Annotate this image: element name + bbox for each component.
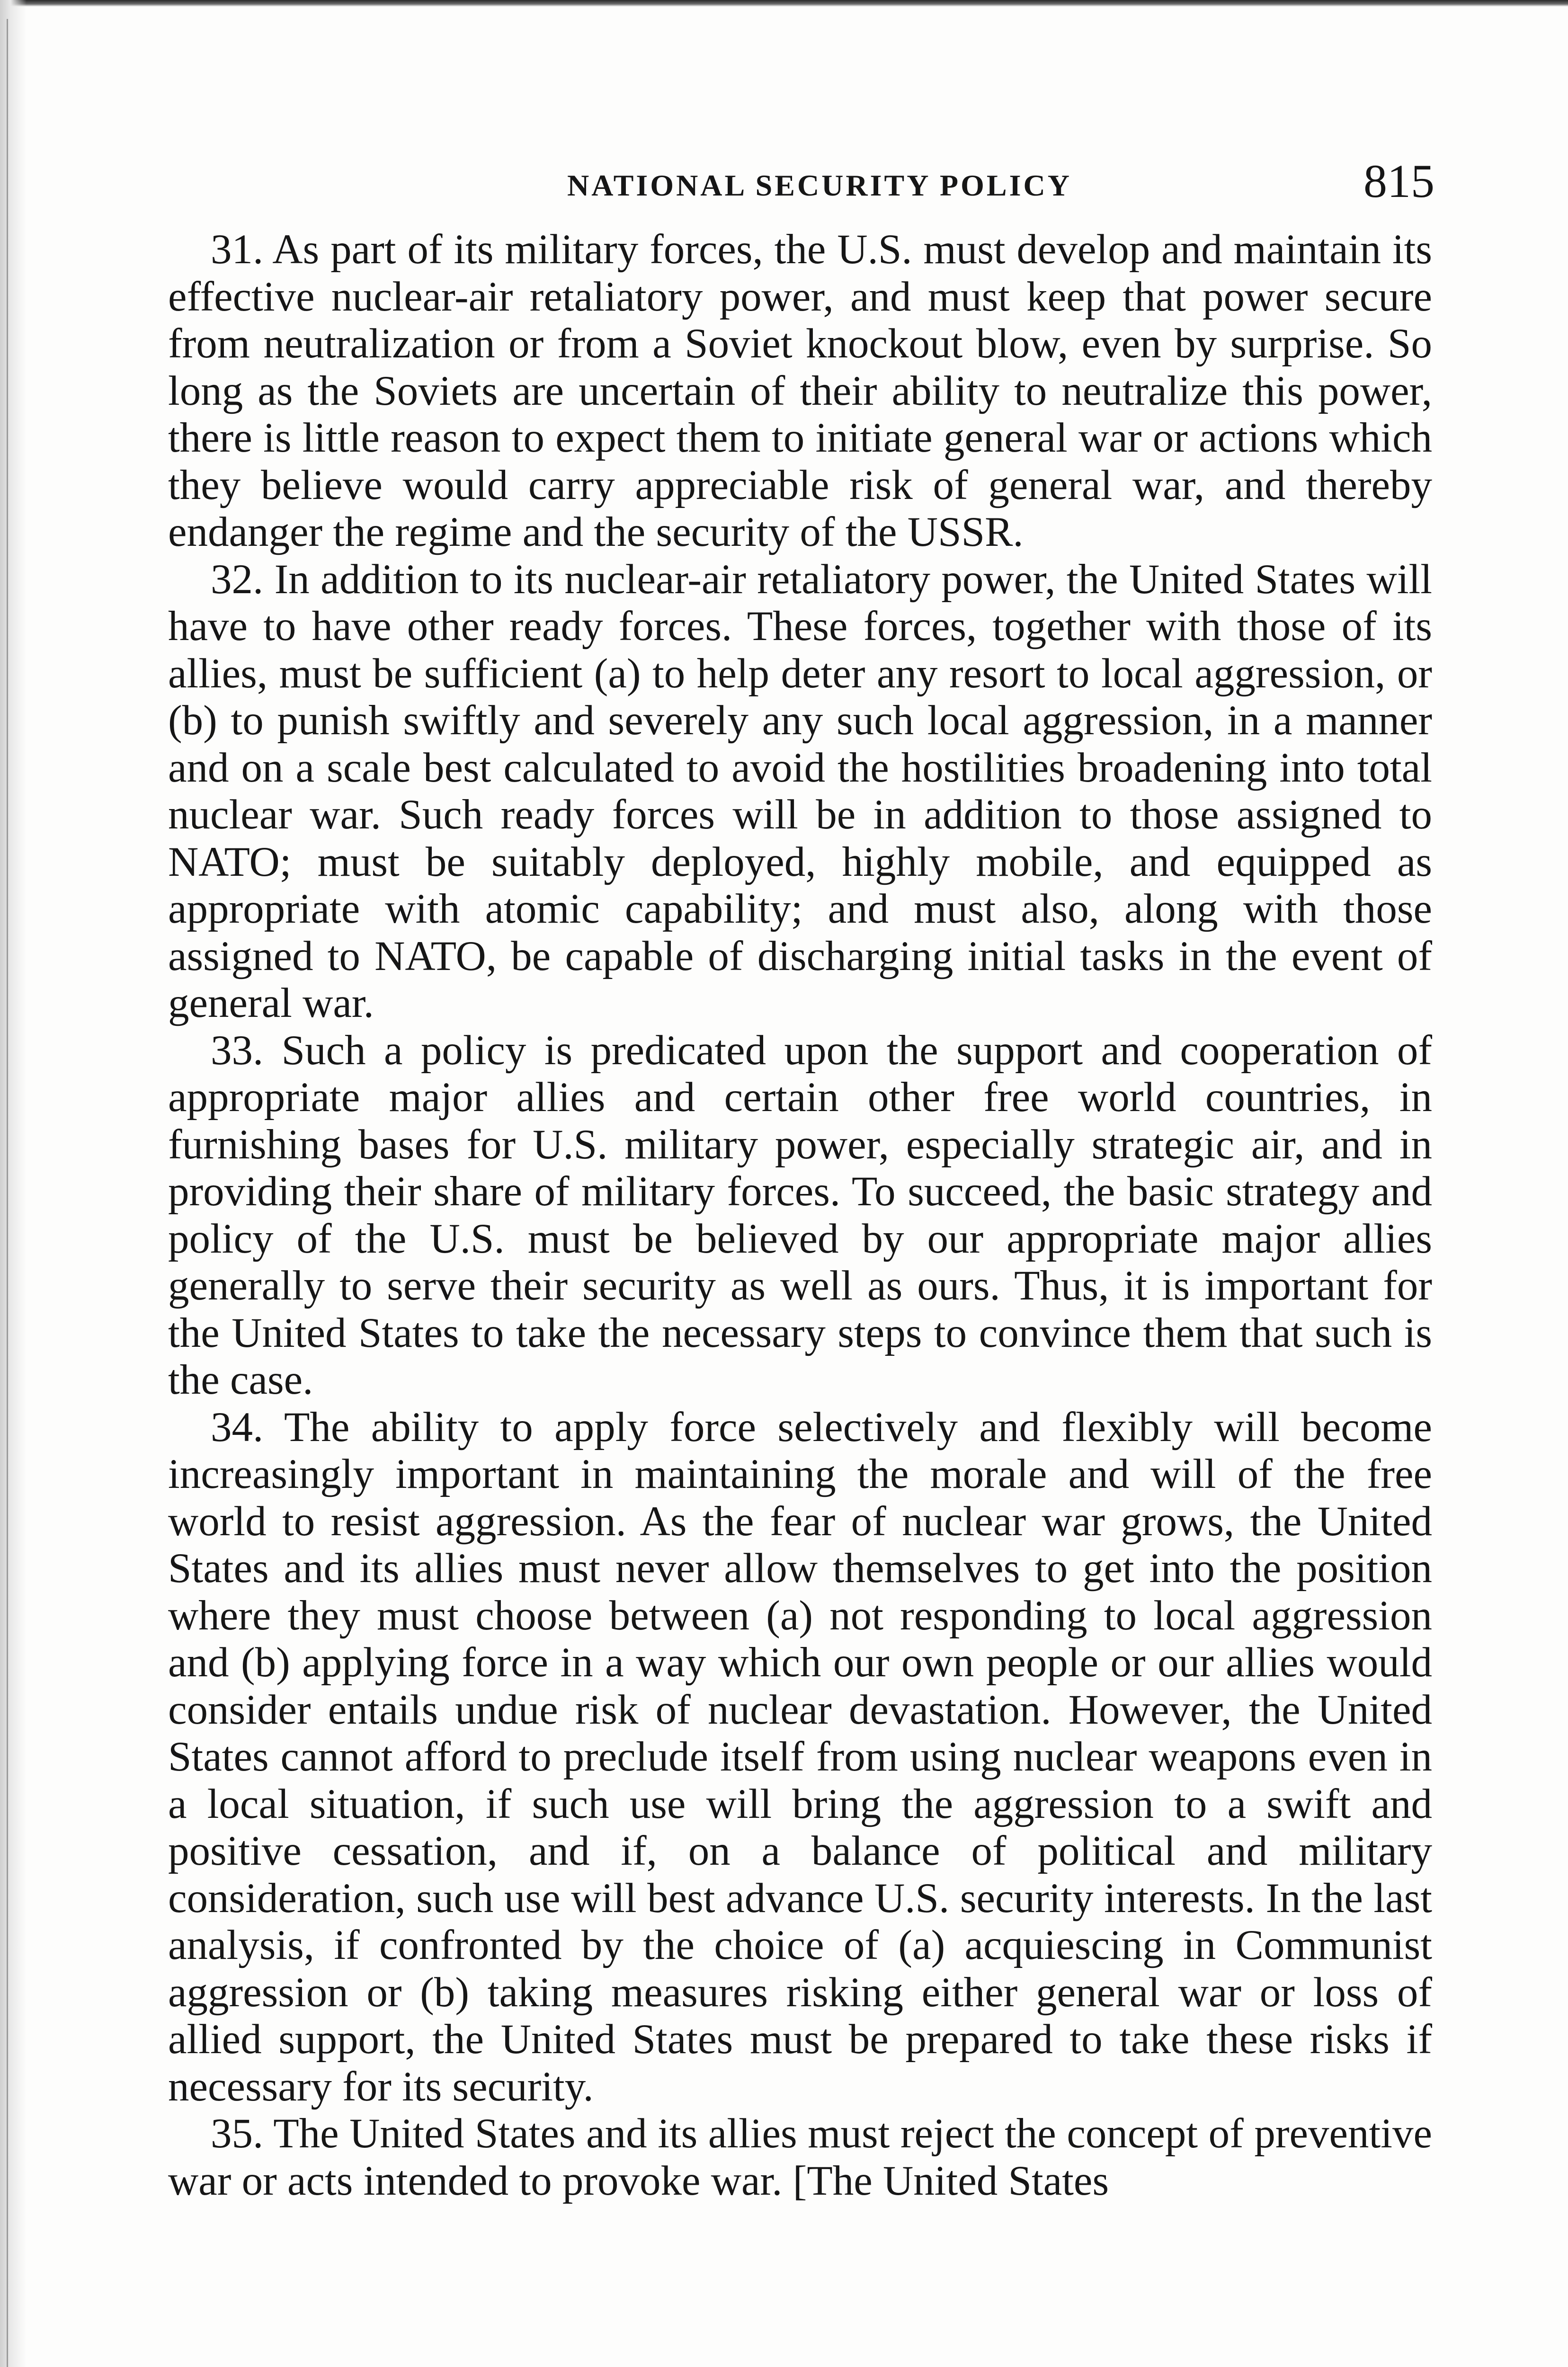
paragraph-32: 32. In addition to its nuclear-air retaliatory power, the United States will have to have other ready forces. These forces, together with those of its allies, must be sufficient (a) to help deter any resort to local aggression, or (b) to punish swiftly and severely any such local aggression, in a manner and on a scale best calculated to avoid the hostilities broadening into total nuclear war. Such ready forces will be in addition to those assigned to NATO; must be suitably deployed, highly mobile, and equipped as appropriate with atomic capability; and must also, along with those assigned to NATO, be capable of discharging initial tasks in the event of general war.: [168, 556, 1432, 1026]
paragraph-33: 33. Such a policy is predicated upon the support and cooperation of appropriate major allies and certain other free world countries, in furnishing bases for U.S. military power, especially strategic air, and in providing their share of military forces. To succeed, the basic strategy and policy of the U.S. must be believed by our appropriate major allies generally to serve their security as well as ours. Thus, it is important for the United States to take the necessary steps to convince them that such is the case.: [168, 1027, 1432, 1403]
paragraph-35: 35. The United States and its allies must reject the concept of preventive war or acts intended to provoke war. [The United States: [168, 2110, 1432, 2204]
page-number: 815: [1363, 155, 1434, 207]
paragraph-34: 34. The ability to apply force selectively and flexibly will become increasingly important in maintaining the morale and will of the free world to resist aggression. As the fear of nuclear war grows, the United States and its allies must never allow themselves to get into the position where they must choose between (a) not responding to local aggression and (b) applying force in a way which our own people or our allies would consider entails undue risk of nuclear devastation. However, the United States cannot afford to preclude itself from using nuclear weapons even in a local situation, if such use will bring the aggression to a swift and positive cessation, and if, on a balance of political and military consideration, such use will best advance U.S. security interests. In the last analysis, if confronted by the choice of (a) acquiescing in Communist aggression or (b) taking measures risking either general war or loss of allied support, the United States must be prepared to take these risks if necessary for its security.: [168, 1404, 1432, 2110]
binding-shadow: [0, 0, 27, 2367]
running-head: NATIONAL SECURITY POLICY: [567, 169, 1072, 202]
paragraph-31: 31. As part of its military forces, the U.S. must develop and maintain its effective nuclear-air retaliatory power, and must keep that power secure from neutralization or from a Soviet knockout blow, even by surprise. So long as the Soviets are uncertain of their ability to neutralize this power, there is little reason to expect them to initiate general war or actions which they believe would carry appreciable risk of general war, and thereby endanger the regime and the security of the USSR.: [168, 226, 1432, 555]
body-text: [168, 226, 1432, 2205]
page-top-edge: [0, 0, 1568, 7]
binding-line: [7, 19, 8, 2367]
